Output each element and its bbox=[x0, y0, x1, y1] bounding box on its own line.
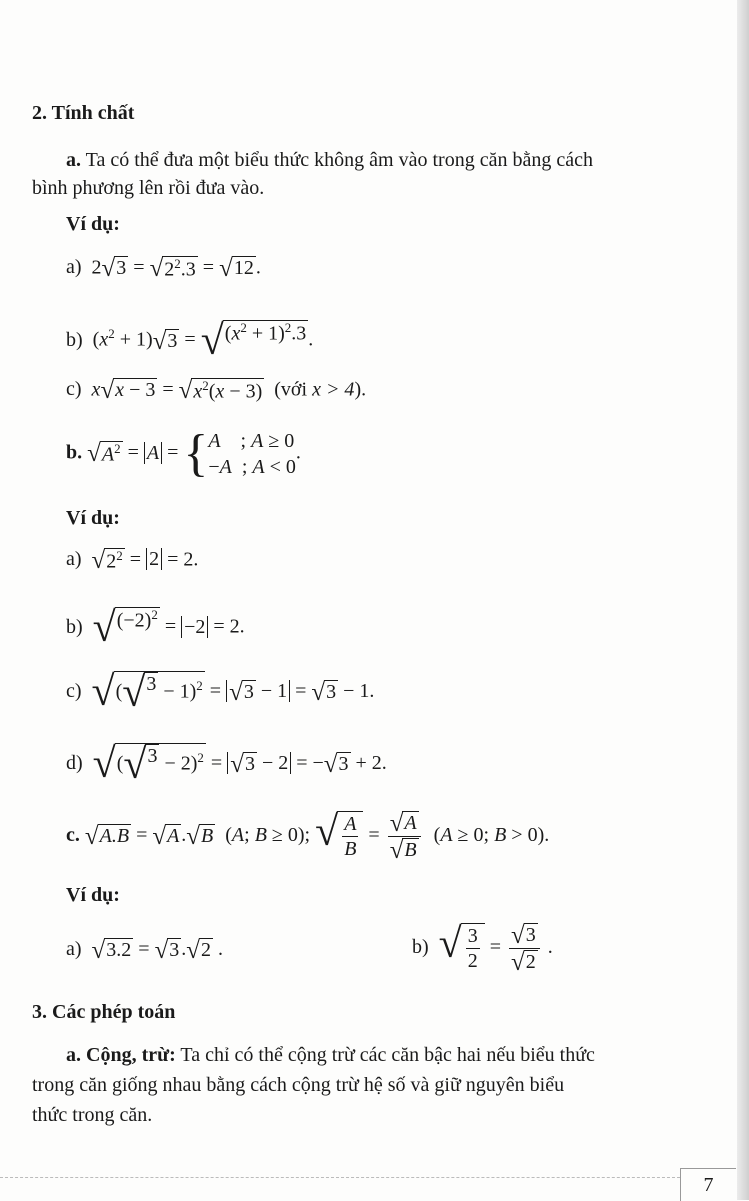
property-a-marker: a. bbox=[66, 149, 81, 171]
property-c-marker: c. bbox=[66, 824, 80, 846]
operation-a-text1: Ta chỉ có thể cộng trừ các căn bậc hai nếu biểu thức bbox=[175, 1044, 595, 1066]
operation-a-line1 bbox=[66, 1041, 595, 1069]
property-c-formula: c. √ A.B = √ A . √ B (A; B ≥ 0); √ $\frac{A}{B}$ = √ A √ B (A ≥ 0; B > 0). bbox=[66, 809, 550, 864]
example3-b-label: b) bbox=[412, 936, 429, 958]
example-a-formula: a) 2 √ 3 = √ $2^2.3$ = √ 12 . bbox=[66, 255, 261, 283]
example3-b-formula: b) √ $\frac{3}{2}$ = √ 3 √ 2 . bbox=[412, 921, 553, 976]
property-b-marker: b. bbox=[66, 441, 83, 464]
page-edge-shadow bbox=[737, 0, 749, 1200]
operation-a-marker: a. Cộng, trừ: bbox=[66, 1044, 176, 1066]
example-a-label: a) bbox=[66, 256, 82, 279]
section-2-title: 2. Tính chất bbox=[32, 102, 135, 124]
property-b-formula: b. √ $A^2$ = A = { A ; A ≥ 0 −A ; A < 0 . bbox=[66, 425, 301, 482]
footer-rule bbox=[0, 1177, 680, 1178]
page-number: 7 bbox=[680, 1168, 736, 1201]
example2-a-label: a) bbox=[66, 548, 82, 571]
example-heading-1: Ví dụ: bbox=[66, 213, 120, 235]
example2-c-formula: c) √ ( √ 3 − 1)$^2$ = √ 3 − 1 = √ 3 − 1. bbox=[66, 669, 375, 716]
example-b-formula: b) $(x^2 + 1)$ √ 3 = √ $(x^2 + 1)^2.3$ . bbox=[66, 318, 314, 364]
example-c-formula: c) x √ x − 3 = √ $x^2(x - 3)$ (với x > 4). bbox=[66, 377, 367, 405]
operation-a-line2: trong căn giống nhau bằng cách cộng trừ hệ số và giữ nguyên biểu bbox=[32, 1074, 565, 1096]
example-heading-3: Ví dụ: bbox=[66, 884, 120, 906]
property-a-line1 bbox=[66, 146, 593, 174]
example2-b-label: b) bbox=[66, 615, 83, 638]
example3-a-formula: a) √ 3.2 = √ 3 . √ 2 . bbox=[66, 937, 224, 964]
section-3-title: 3. Các phép toán bbox=[32, 1001, 176, 1023]
example2-d-formula: d) √ ( √ 3 − 2)$^2$ = √ 3 − 2 = − √ 3 + 2. bbox=[66, 741, 387, 788]
property-a-line2: bình phương lên rồi đưa vào. bbox=[32, 177, 265, 199]
example-b-label: b) bbox=[66, 328, 83, 351]
operation-a-line3: thức trong căn. bbox=[32, 1104, 153, 1126]
example3-a-label: a) bbox=[66, 938, 82, 961]
example2-c-label: c) bbox=[66, 680, 82, 703]
example-heading-2: Ví dụ: bbox=[66, 507, 120, 529]
example2-a-formula: a) √ $2^2$ = 2 = 2. bbox=[66, 547, 199, 574]
property-a-text1: Ta có thể đưa một biểu thức không âm vào trong căn bằng cách bbox=[81, 149, 593, 171]
example-c-label: c) bbox=[66, 378, 82, 401]
example2-b-formula: b) √ $(-2)^2$ = −2 = 2. bbox=[66, 605, 245, 651]
example2-d-label: d) bbox=[66, 752, 83, 775]
